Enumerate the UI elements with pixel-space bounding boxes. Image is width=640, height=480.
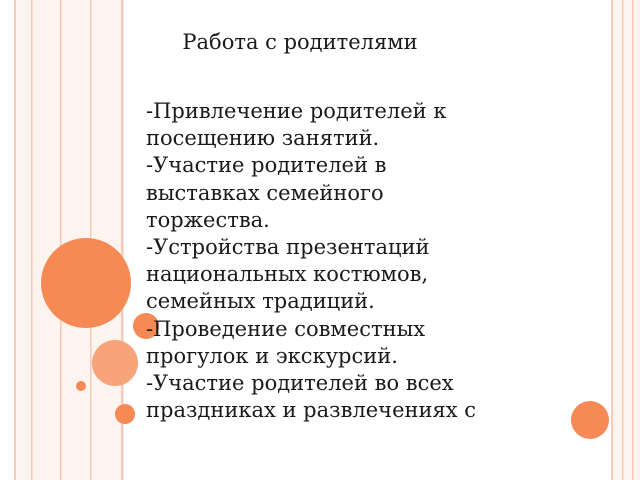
body-line: -Участие родителей во всех — [146, 371, 454, 396]
slide-title: Работа с родителями — [182, 30, 418, 54]
body-line: прогулок и экскурсий. — [146, 343, 398, 368]
body-line: выставках семейного — [146, 180, 384, 205]
body-line: -Проведение совместных — [146, 316, 426, 341]
right-orange-circle — [571, 401, 609, 439]
body-line: -Участие родителей в — [146, 153, 387, 178]
body-line: семейных традиций. — [146, 289, 375, 314]
tiny-orange-circle — [115, 404, 135, 424]
body-line: -Привлечение родителей к — [146, 99, 447, 123]
body-line: -Устройства презентаций — [146, 235, 430, 260]
medium-orange-circle — [92, 340, 138, 386]
large-orange-circle — [41, 238, 131, 328]
body-line: торжества. — [146, 207, 270, 232]
body-line: посещению занятий. — [146, 126, 380, 151]
slide-body — [146, 98, 566, 424]
body-line: праздниках и развлечениях с — [146, 398, 477, 423]
dot-orange-circle — [76, 381, 86, 391]
body-line: национальных костюмов, — [146, 262, 429, 287]
